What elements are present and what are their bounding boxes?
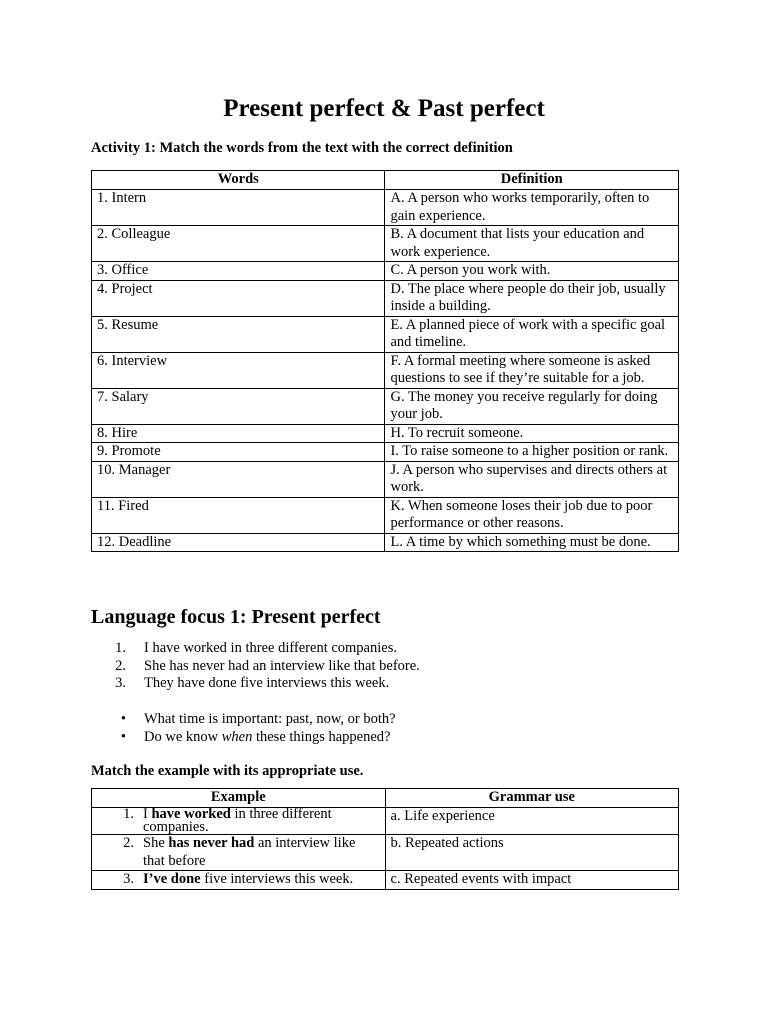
table-row <box>92 443 679 462</box>
definition-cell: A. A person who works temporarily, often to gain experience. <box>385 190 679 226</box>
list-item <box>91 675 420 693</box>
grammar-use-cell: a. Life experience <box>385 808 678 835</box>
definition-cell: H. To recruit someone. <box>385 424 679 443</box>
list-item <box>91 640 420 658</box>
table-row <box>92 808 679 835</box>
table-row <box>92 461 679 497</box>
word-cell: 2. Colleague <box>92 226 385 262</box>
word-cell: 7. Salary <box>92 388 385 424</box>
table-row <box>92 280 679 316</box>
table-row <box>92 497 679 533</box>
list-number: 1. <box>123 806 134 822</box>
definition-column-header: Definition <box>385 171 679 190</box>
word-cell: 1. Intern <box>92 190 385 226</box>
match-heading: Match the example with its appropriate use. <box>91 763 364 779</box>
sentence-part: She <box>143 835 169 851</box>
word-cell: 3. Office <box>92 262 385 281</box>
table-row <box>92 190 679 226</box>
list-number: 3. <box>115 675 126 692</box>
language-focus-heading: Language focus 1: Present perfect <box>91 606 381 628</box>
emphasis-word: when <box>221 728 253 745</box>
example-sentence <box>143 871 380 889</box>
list-number: 3. <box>123 871 134 887</box>
table-row <box>92 316 679 352</box>
sentence-part: in three different companies. <box>143 806 332 835</box>
example-sentence: They have done five interviews this week. <box>144 675 390 692</box>
definition-cell: D. The place where people do their job, usually inside a building. <box>385 280 679 316</box>
table-row <box>92 352 679 388</box>
example-column-header: Example <box>92 789 386 808</box>
table-row <box>92 835 679 871</box>
definition-cell: F. A formal meeting where someone is asked questions to see if they’re suitable for a job. <box>385 352 679 388</box>
word-cell: 9. Promote <box>92 443 385 462</box>
definition-cell: L. A time by which something must be done. <box>385 533 679 552</box>
example-sentence <box>143 835 380 870</box>
question-text-part: Do we know <box>144 728 222 745</box>
definition-cell: I. To raise someone to a higher position or rank. <box>385 443 679 462</box>
definition-cell: C. A person you work with. <box>385 262 679 281</box>
verb-phrase: have worked <box>151 806 231 822</box>
sentence-part: five interviews this week. <box>200 871 354 887</box>
vocabulary-table-header <box>92 171 679 190</box>
grammar-use-table <box>91 788 679 890</box>
list-number: 2. <box>115 657 126 674</box>
sentence-part: an interview like that before <box>143 835 356 869</box>
grammar-use-column-header: Grammar use <box>385 789 678 808</box>
grammar-table-header <box>92 789 679 808</box>
definition-cell: K. When someone loses their job due to poor performance or other reasons. <box>385 497 679 533</box>
activity1-heading: Activity 1: Match the words from the text with the correct definition <box>91 140 513 156</box>
word-cell: 11. Fired <box>92 497 385 533</box>
table-row <box>92 388 679 424</box>
question-text <box>144 729 390 747</box>
sentence-part: I <box>143 806 152 822</box>
word-cell: 12. Deadline <box>92 533 385 552</box>
verb-phrase: has never had <box>168 835 255 851</box>
table-row <box>92 226 679 262</box>
table-row <box>92 262 679 281</box>
example-cell <box>92 835 386 871</box>
example-cell <box>92 871 386 890</box>
grammar-use-cell: b. Repeated actions <box>385 835 678 871</box>
word-cell: 6. Interview <box>92 352 385 388</box>
word-cell: 4. Project <box>92 280 385 316</box>
verb-phrase: I’ve done <box>143 871 201 887</box>
word-cell: 5. Resume <box>92 316 385 352</box>
definition-cell: B. A document that lists your education and work experience. <box>385 226 679 262</box>
table-row <box>92 533 679 552</box>
list-item <box>91 658 420 676</box>
page-title: Present perfect & Past perfect <box>223 95 545 122</box>
table-row <box>92 871 679 890</box>
question-text: What time is important: past, now, or both? <box>144 711 396 727</box>
example-sentences-list <box>91 640 420 693</box>
list-item <box>91 711 396 729</box>
words-column-header: Words <box>92 171 385 190</box>
word-cell: 10. Manager <box>92 461 385 497</box>
example-sentence: She has never had an interview like that before. <box>144 657 420 674</box>
word-cell: 8. Hire <box>92 424 385 443</box>
list-number: 1. <box>115 640 126 656</box>
question-list <box>91 711 396 746</box>
example-sentence <box>143 808 380 834</box>
list-item <box>91 729 396 747</box>
example-cell <box>92 808 386 835</box>
bullet-icon: • <box>120 711 126 727</box>
definition-cell: J. A person who supervises and directs others at work. <box>385 461 679 497</box>
bullet-icon: • <box>120 728 126 745</box>
question-text-part: these things happened? <box>252 728 391 745</box>
vocabulary-table <box>91 170 679 552</box>
definition-cell: G. The money you receive regularly for doing your job. <box>385 388 679 424</box>
example-sentence: I have worked in three different companies. <box>144 640 397 656</box>
grammar-use-cell: c. Repeated events with impact <box>385 871 678 890</box>
definition-cell: E. A planned piece of work with a specific goal and timeline. <box>385 316 679 352</box>
table-row <box>92 424 679 443</box>
list-number: 2. <box>123 835 134 851</box>
